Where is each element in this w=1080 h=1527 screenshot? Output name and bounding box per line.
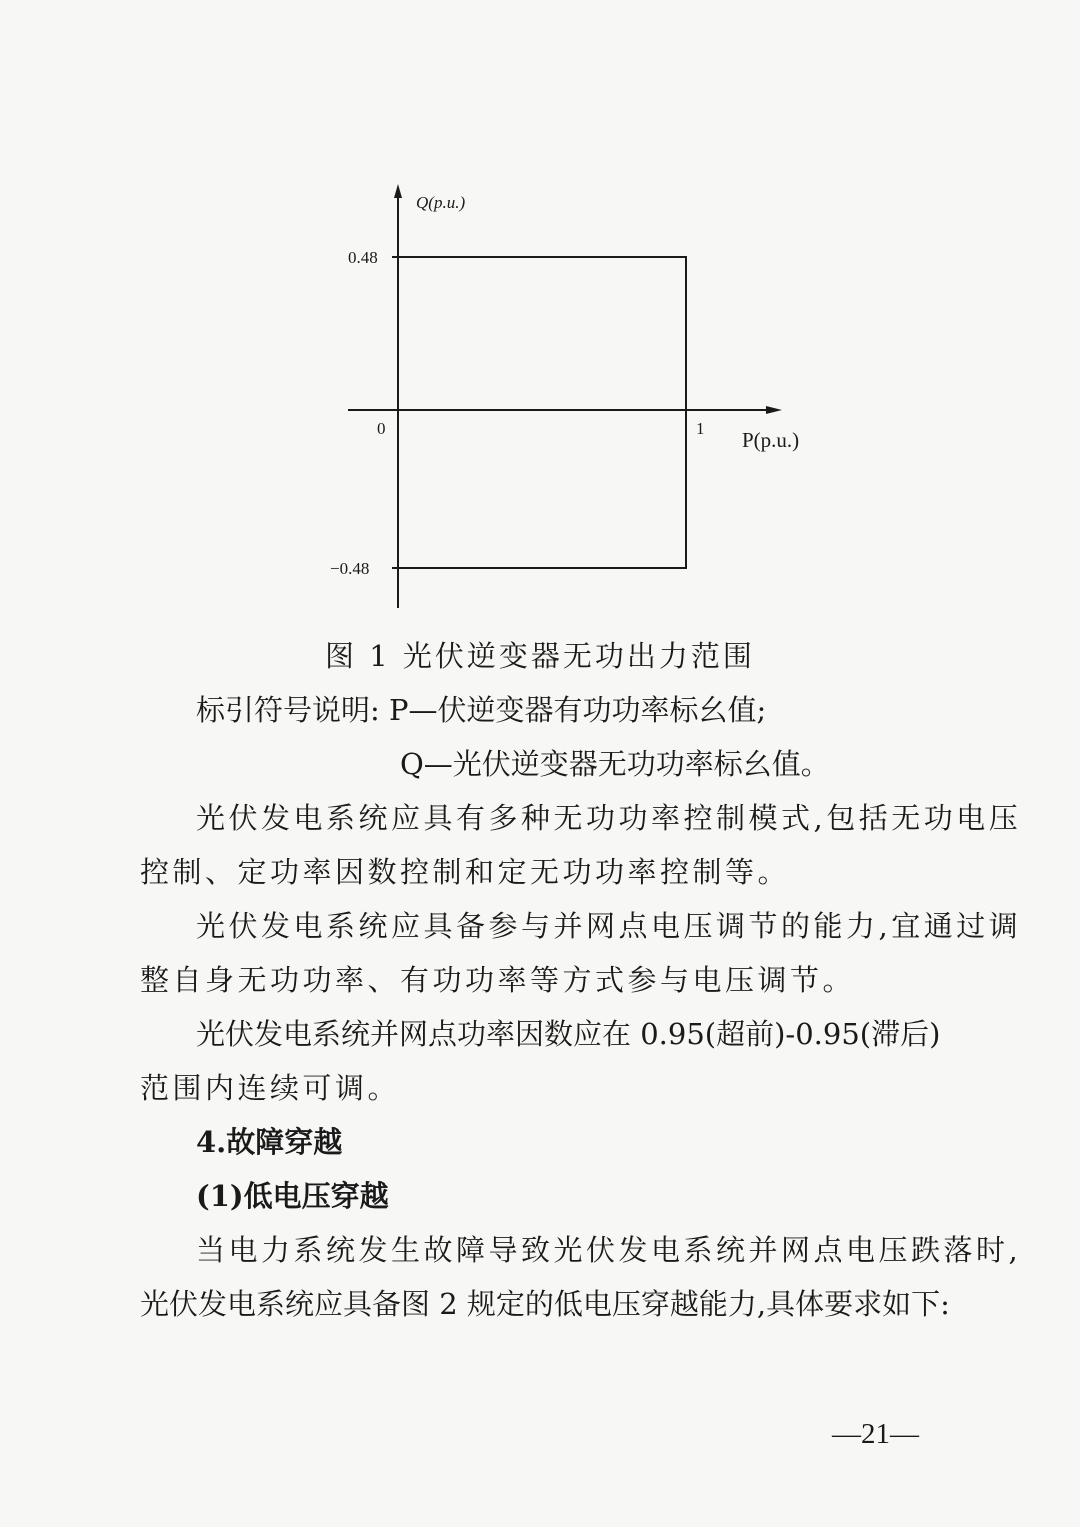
notes-line-1: 标引符号说明: P—伏逆变器有功功率标幺值; xyxy=(196,693,767,727)
pq-capability-figure xyxy=(0,0,1080,640)
paragraph-3-line-1: 光伏发电系统并网点功率因数应在 0.95(超前)-0.95(滞后) xyxy=(196,1017,941,1051)
paragraph-4-line-2: 光伏发电系统应具备图 2 规定的低电压穿越能力,具体要求如下: xyxy=(140,1287,950,1321)
page-number: —21— xyxy=(832,1418,919,1450)
paragraph-1-line-2: 控制、定功率因数控制和定无功功率控制等。 xyxy=(140,855,791,889)
notes-line-2: Q—光伏逆变器无功功率标幺值。 xyxy=(400,747,830,781)
y-tick-label-bottom: −0.48 xyxy=(330,559,370,578)
paragraph-2-line-2: 整自身无功功率、有功功率等方式参与电压调节。 xyxy=(140,963,856,997)
figure-caption: 图 1 光伏逆变器无功出力范围 xyxy=(325,639,755,673)
x-axis-arrow xyxy=(766,406,782,414)
y-axis-label: Q(p.u.) xyxy=(416,193,466,212)
paragraph-4-line-1: 当电力系统发生故障导致光伏发电系统并网点电压跌落时, xyxy=(196,1233,1022,1267)
paragraph-1-line-1: 光伏发电系统应具有多种无功功率控制模式,包括无功电压 xyxy=(196,801,1022,835)
paragraph-3-line-2: 范围内连续可调。 xyxy=(140,1071,401,1105)
capability-boundary xyxy=(398,257,686,568)
section-subheading: (1)低电压穿越 xyxy=(196,1179,389,1213)
paragraph-2-line-1: 光伏发电系统应具备参与并网点电压调节的能力,宜通过调 xyxy=(196,909,1022,943)
x-axis-label: P(p.u.) xyxy=(742,428,800,452)
x-tick-label: 1 xyxy=(696,419,705,438)
section-heading: 4.故障穿越 xyxy=(196,1125,343,1159)
origin-label: 0 xyxy=(377,419,386,438)
y-axis-arrow xyxy=(394,184,402,198)
y-tick-label-top: 0.48 xyxy=(348,248,378,267)
